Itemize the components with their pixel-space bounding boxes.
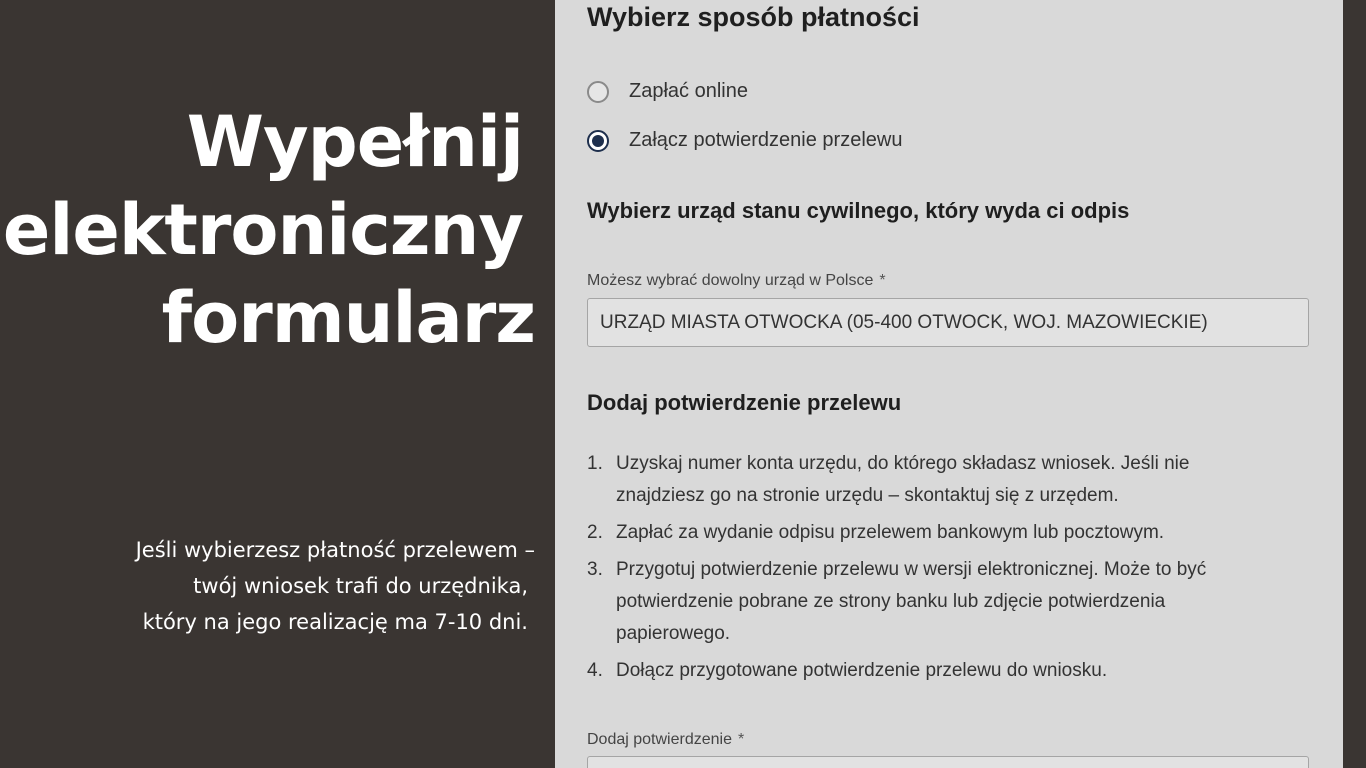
radio-option-pay-online[interactable]: [587, 80, 748, 103]
required-mark: *: [879, 272, 886, 289]
step-text-line: potwierdzenie pobrane ze strony banku lub zdjęcie potwierdzenia: [616, 591, 1166, 612]
payment-heading: Wybierz sposób płatności: [587, 2, 920, 32]
step-number: 1.: [587, 453, 603, 474]
step-text-line: Zapłać za wydanie odpisu przelewem bankowym lub pocztowym.: [616, 522, 1165, 543]
office-field-label: [587, 272, 886, 290]
upload-field-label-text: Dodaj potwierdzenie: [587, 731, 732, 748]
office-select-value: URZĄD MIASTA OTWOCKA (05-400 OTWOCK, WOJ. MAZOWIECKIE): [600, 311, 1208, 333]
subtext-line-1: Jeśli wybierzesz płatność przelewem –: [135, 538, 535, 562]
radio-button-checked[interactable]: [587, 130, 609, 152]
headline-line-2: elektroniczny: [2, 189, 523, 271]
headline-line-1: Wypełnij: [186, 101, 523, 183]
proof-heading: Dodaj potwierdzenie przelewu: [587, 390, 902, 415]
subtext-line-3: który na jego realizację ma 7-10 dni.: [142, 610, 528, 634]
step-text-line: znajdziesz go na stronie urzędu – skontaktuj się z urzędem.: [616, 485, 1119, 506]
left-panel: [0, 0, 555, 768]
headline: [3, 98, 535, 362]
upload-field-label: [587, 731, 744, 749]
step-text-line: Uzyskaj numer konta urzędu, do którego składasz wniosek. Jeśli nie: [616, 453, 1190, 474]
step-number: 3.: [587, 559, 603, 580]
right-border: [1343, 0, 1366, 768]
radio-button-unchecked[interactable]: [587, 81, 609, 103]
radio-label: Zapłać online: [629, 80, 748, 102]
list-item: [587, 655, 1287, 687]
step-text-line: Dołącz przygotowane potwierdzenie przelewu do wniosku.: [616, 660, 1108, 681]
step-text-line: papierowego.: [616, 623, 731, 644]
list-item: [587, 517, 1287, 549]
list-item: [587, 554, 1287, 650]
radio-label: Załącz potwierdzenie przelewu: [629, 129, 903, 151]
upload-input[interactable]: [587, 756, 1309, 768]
office-select[interactable]: [587, 298, 1309, 347]
headline-line-3: formularz: [161, 277, 535, 359]
steps-list: [587, 448, 1287, 692]
form-screenshot: [555, 0, 1343, 768]
office-heading: Wybierz urząd stanu cywilnego, który wyda ci odpis: [587, 198, 1130, 223]
subtext: [136, 532, 535, 640]
office-field-label-text: Możesz wybrać dowolny urząd w Polsce: [587, 272, 874, 289]
list-item: [587, 448, 1287, 512]
radio-option-attach-transfer[interactable]: [587, 129, 902, 152]
subtext-line-2: twój wniosek trafi do urzędnika,: [193, 574, 528, 598]
step-text-line: Przygotuj potwierdzenie przelewu w wersji elektronicznej. Może to być: [616, 559, 1207, 580]
required-mark: *: [737, 731, 745, 748]
step-number: 2.: [587, 522, 603, 543]
step-number: 4.: [587, 660, 603, 681]
